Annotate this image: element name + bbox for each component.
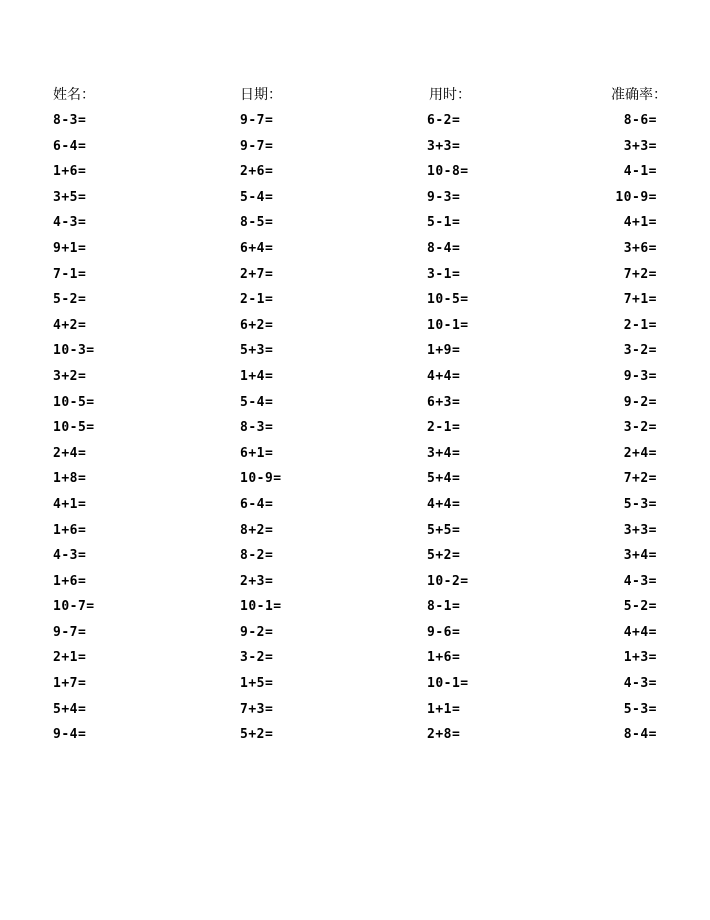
problem-cell: 8-4=: [623, 727, 657, 743]
problem-row: [0, 647, 710, 673]
problem-row: [0, 468, 710, 494]
problem-cell: 10-2=: [427, 573, 469, 589]
problem-row: [0, 494, 710, 520]
problem-cell: 8-5=: [240, 215, 274, 231]
problem-cell: 1+4=: [240, 368, 274, 384]
problem-cell: 3+4=: [623, 548, 657, 564]
problem-row: [0, 340, 710, 366]
problem-cell: 2+4=: [53, 445, 87, 461]
problem-cell: 2-1=: [623, 317, 657, 333]
problem-cell: 1+9=: [427, 343, 461, 359]
problem-cell: 8-4=: [427, 240, 461, 256]
problem-cell: 10-8=: [427, 164, 469, 180]
problem-row: [0, 699, 710, 725]
problem-cell: 2+4=: [623, 445, 657, 461]
problem-cell: 6+1=: [240, 445, 274, 461]
problem-cell: 3+2=: [53, 368, 87, 384]
problem-cell: 1+8=: [53, 471, 87, 487]
problem-cell: 2-1=: [240, 292, 274, 308]
problem-cell: 4-3=: [623, 573, 657, 589]
problem-cell: 5-3=: [623, 701, 657, 717]
problem-cell: 5+3=: [240, 343, 274, 359]
problem-grid: [0, 110, 710, 750]
problem-cell: 3-2=: [623, 420, 657, 436]
problem-row: [0, 724, 710, 750]
problem-cell: 4-3=: [53, 548, 87, 564]
problem-cell: 3+3=: [623, 522, 657, 538]
problem-cell: 4+1=: [623, 215, 657, 231]
problem-row: [0, 596, 710, 622]
problem-cell: 2+7=: [240, 266, 274, 282]
problem-cell: 9-7=: [240, 113, 274, 128]
problem-cell: 2+3=: [240, 573, 274, 589]
problem-cell: 8-3=: [53, 113, 87, 128]
problem-row: [0, 366, 710, 392]
problem-row: [0, 673, 710, 699]
problem-cell: 9-7=: [53, 624, 87, 640]
problem-cell: 1+6=: [53, 164, 87, 180]
problem-cell: 4+4=: [427, 496, 461, 512]
problem-row: [0, 238, 710, 264]
problem-cell: 10-5=: [53, 420, 95, 436]
problem-cell: 7+2=: [623, 471, 657, 487]
worksheet-header: [0, 84, 710, 106]
problem-cell: 6+4=: [240, 240, 274, 256]
problem-cell: 4-3=: [623, 676, 657, 692]
problem-row: [0, 520, 710, 546]
problem-cell: 10-9=: [615, 189, 657, 205]
problem-cell: 7-1=: [53, 266, 87, 282]
problem-cell: 3-1=: [427, 266, 461, 282]
problem-row: [0, 212, 710, 238]
problem-row: [0, 417, 710, 443]
problem-row: [0, 289, 710, 315]
problem-cell: 5-4=: [240, 189, 274, 205]
problem-cell: 9-2=: [240, 624, 274, 640]
problem-cell: 10-9=: [240, 471, 282, 487]
problem-cell: 7+1=: [623, 292, 657, 308]
problem-row: [0, 545, 710, 571]
problem-cell: 8-6=: [623, 113, 657, 128]
problem-cell: 7+3=: [240, 701, 274, 717]
problem-cell: 3-2=: [240, 650, 274, 666]
problem-cell: 2-1=: [427, 420, 461, 436]
problem-cell: 10-1=: [427, 317, 469, 333]
problem-cell: 1+6=: [53, 522, 87, 538]
problem-cell: 3+3=: [623, 138, 657, 154]
problem-cell: 9-3=: [623, 368, 657, 384]
problem-cell: 7+2=: [623, 266, 657, 282]
problem-cell: 5+2=: [427, 548, 461, 564]
problem-cell: 1+6=: [427, 650, 461, 666]
problem-cell: 4+4=: [427, 368, 461, 384]
problem-cell: 1+6=: [53, 573, 87, 589]
problem-cell: 3+4=: [427, 445, 461, 461]
problem-cell: 2+1=: [53, 650, 87, 666]
problem-cell: 10-3=: [53, 343, 95, 359]
problem-row: [0, 571, 710, 597]
problem-cell: 6+3=: [427, 394, 461, 410]
problem-cell: 10-5=: [427, 292, 469, 308]
problem-cell: 5-3=: [623, 496, 657, 512]
problem-cell: 4-3=: [53, 215, 87, 231]
problem-row: [0, 392, 710, 418]
problem-cell: 4+4=: [623, 624, 657, 640]
problem-row: [0, 187, 710, 213]
name-label: 姓名：: [53, 87, 95, 103]
problem-cell: 9-7=: [240, 138, 274, 154]
problem-cell: 5-2=: [623, 599, 657, 615]
problem-row: [0, 443, 710, 469]
problem-cell: 10-1=: [240, 599, 282, 615]
problem-cell: 6-2=: [427, 113, 461, 128]
problem-cell: 6-4=: [240, 496, 274, 512]
problem-row: [0, 264, 710, 290]
problem-cell: 5+5=: [427, 522, 461, 538]
problem-cell: 10-5=: [53, 394, 95, 410]
time-label: 用时：: [429, 87, 471, 103]
problem-cell: 1+5=: [240, 676, 274, 692]
problem-cell: 1+3=: [623, 650, 657, 666]
problem-row: [0, 315, 710, 341]
problem-cell: 1+1=: [427, 701, 461, 717]
problem-cell: 5+4=: [427, 471, 461, 487]
problem-cell: 3+5=: [53, 189, 87, 205]
problem-row: [0, 622, 710, 648]
problem-cell: 4+1=: [53, 496, 87, 512]
problem-cell: 8-3=: [240, 420, 274, 436]
problem-cell: 6-4=: [53, 138, 87, 154]
problem-cell: 5-4=: [240, 394, 274, 410]
problem-cell: 9-6=: [427, 624, 461, 640]
problem-cell: 4-1=: [623, 164, 657, 180]
date-label: 日期：: [240, 87, 282, 103]
problem-cell: 5-2=: [53, 292, 87, 308]
accuracy-label: 准确率：: [611, 87, 667, 103]
problem-cell: 9+1=: [53, 240, 87, 256]
problem-row: [0, 136, 710, 162]
problem-cell: 2+6=: [240, 164, 274, 180]
problem-row: [0, 110, 710, 136]
problem-cell: 8-1=: [427, 599, 461, 615]
problem-cell: 5+4=: [53, 701, 87, 717]
problem-cell: 9-4=: [53, 727, 87, 743]
problem-cell: 8-2=: [240, 548, 274, 564]
problem-cell: 10-7=: [53, 599, 95, 615]
problem-row: [0, 161, 710, 187]
problem-cell: 6+2=: [240, 317, 274, 333]
problem-cell: 8+2=: [240, 522, 274, 538]
problem-cell: 10-1=: [427, 676, 469, 692]
problem-cell: 1+7=: [53, 676, 87, 692]
problem-cell: 3-2=: [623, 343, 657, 359]
problem-cell: 4+2=: [53, 317, 87, 333]
problem-cell: 5+2=: [240, 727, 274, 743]
problem-cell: 2+8=: [427, 727, 461, 743]
problem-cell: 3+6=: [623, 240, 657, 256]
problem-cell: 5-1=: [427, 215, 461, 231]
problem-cell: 9-3=: [427, 189, 461, 205]
problem-cell: 9-2=: [623, 394, 657, 410]
problem-cell: 3+3=: [427, 138, 461, 154]
